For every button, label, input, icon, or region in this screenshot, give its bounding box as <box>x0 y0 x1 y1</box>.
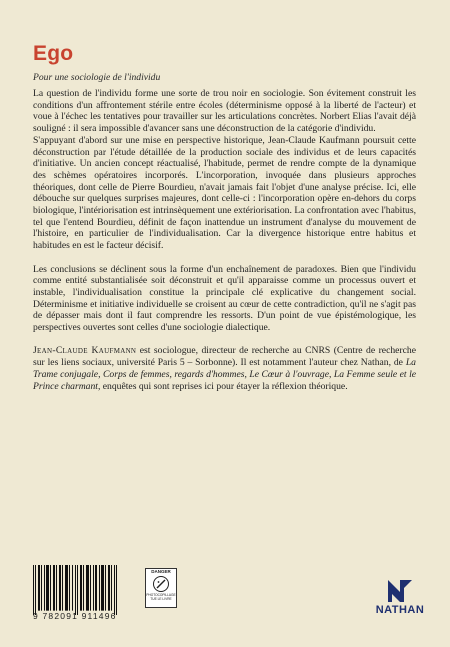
book-ref-sep: , <box>98 368 103 380</box>
book-ref-4: La Femme seule et le Prince charmant <box>33 368 417 392</box>
barcode-icon <box>33 565 119 615</box>
paragraph-2: S'appuyant d'abord sur une mise en perspective historique, Jean-Claude Kaufmann poursuit cette déconstruction par l'étude détaillée de la production sociale des individus et de leurs capacités d'initiative. Un ancien concept réactualisé, l'habitude, permet de rendre compte de la dynamique des schèmes opératoires incorporés. L'incorporation, invoquée dans plusieurs approches théoriques, dont celle de Pierre Bourdieu, n'avait jamais fait l'objet d'une analyse précise. Ici, elle débouche sur quelques surprises majeures, dont celle-ci : l'incorporation opère en-dehors du corps biologique, l'intériorisation est intrinsèquement une extériorisation. La confrontation avec l'habitus, tel que l'entend Bourdieu, définit de façon inattendue un instrument d'analyse du mouvement de l'histoire, en particulier de l'individualisation. Car la divergence historique entre habitus et habitudes en est le facteur décisif. <box>33 134 416 252</box>
book-subtitle: Pour une sociologie de l'individu <box>33 72 161 83</box>
book-ref-1: La Trame conjugale <box>33 357 416 380</box>
paragraph-1: La question de l'individu forme une sorte de trou noir en sociologie. Son évitement construit les conditions d'un affrontement stérile entre écoles (déterminisme opposé à la liberté de l'acteur) et voue à l'échec les tentatives pour travailler sur les articulations concrètes. Norbert Elias l'avait déjà souligné : il sera impossible d'avancer sans une déconstruction de la catégorie d'individu. <box>33 88 416 135</box>
danger-label: DANGER <box>151 569 171 574</box>
danger-caption: PHOTOCOPILLAGE TUE LE LIVRE <box>146 593 176 601</box>
danger-face-icon <box>152 575 170 593</box>
paragraph-3: Les conclusions se déclinent sous la forme d'un enchaînement de paradoxes. Bien que l'individu comme entité substantialisée soit déconstruit et qu'il apparaisse comme un processus ouvert et instable, l'individualisation constitue la principale clé explicative du changement social. Déterminisme et initiative individuelle se croisent au cœur de cette contradiction, qu'il ne s'agit pas de dépasser mais dont il faut comprendre les ressorts. D'un point de vue épistémologique, les perspectives ouvertes sont celles d'une sociologie dialectique. <box>33 263 416 334</box>
danger-photocopy-logo <box>145 568 177 608</box>
nathan-logo-icon <box>380 576 420 604</box>
publisher-name: NATHAN <box>375 604 425 616</box>
author-bio-intro: est sociologue, directeur de recherche au CNRS (Centre de recherche sur les liens sociaux, université Paris 5 – Sorbonne). Il est notamment l'auteur chez Nathan, de <box>33 345 416 369</box>
book-title: Ego <box>33 42 74 65</box>
book-ref-sep: , <box>244 368 250 380</box>
author-name: Jean-Claude Kaufmann <box>33 345 137 357</box>
author-bio <box>33 345 416 392</box>
author-bio-outro: , enquêtes qui sont reprises ici pour étayer la réflexion théorique. <box>97 380 348 392</box>
book-ref-sep: , <box>328 368 334 380</box>
book-ref-3: Le Cœur à l'ouvrage <box>249 368 329 380</box>
blurb-text <box>33 88 416 392</box>
barcode-number: 9 782091 911496 <box>33 611 117 621</box>
book-ref-2: Corps de femmes, regards d'hommes <box>102 368 245 380</box>
